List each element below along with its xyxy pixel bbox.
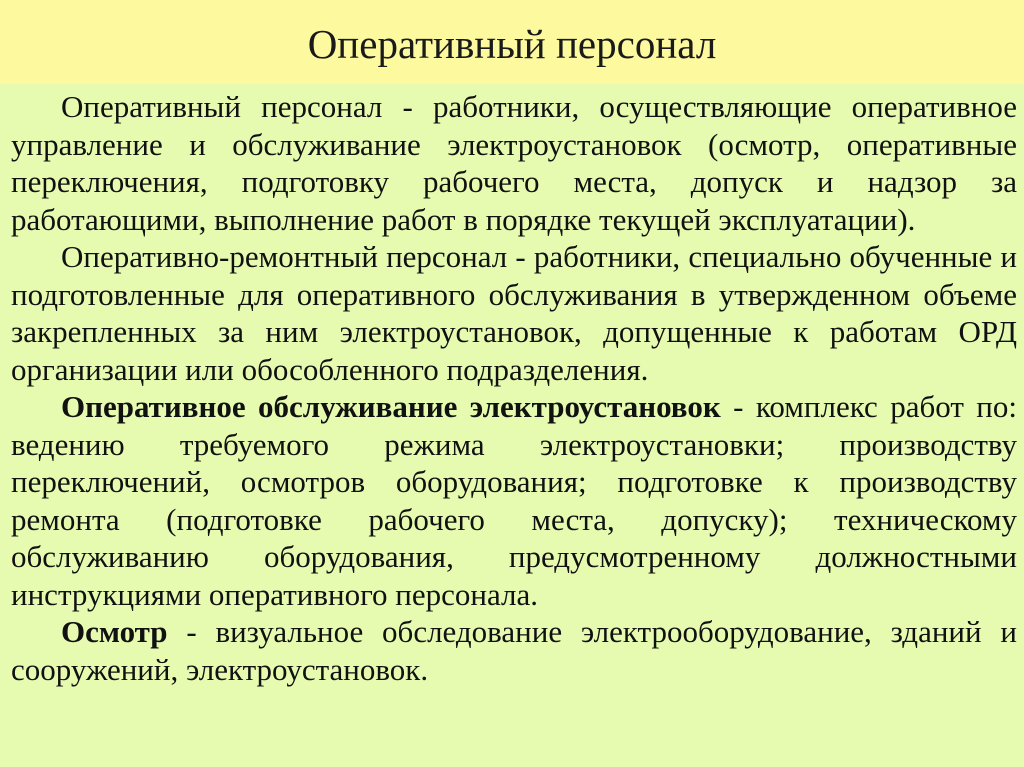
paragraph-text: - комплекс работ по: ведению требуемого режима электроустановки; производству переключений, осмотров оборудования; подготовке к производству ремонта (подготовке рабочего места, допуску); техническому обслуживанию оборудования, предусмотренному должностными инструкциями оперативного персонала. [11, 389, 1017, 612]
title-bar [0, 0, 1024, 84]
paragraph-text: - визуальное обследование электрооборудование, зданий и сооружений, электроустановок. [11, 614, 1017, 687]
paragraph-operational-repair-staff [11, 238, 1017, 388]
paragraph-operational-maintenance [11, 388, 1017, 613]
paragraph-inspection [11, 613, 1017, 688]
paragraph-term: Осмотр [61, 614, 168, 649]
paragraph-operational-staff [11, 88, 1017, 238]
slide-content [11, 88, 1017, 688]
slide-title: Оперативный персонал [307, 21, 717, 67]
paragraph-text: Оперативно-ремонтный персонал - работники, специально обученные и подготовленные для оперативного обслуживания в утвержденном объеме закрепленных за ним электроустановок, допущенные к работам ОРД организации или обособленного подразделения. [11, 239, 1017, 387]
paragraph-term: Оперативное обслуживание электроустановок [61, 389, 721, 424]
paragraph-text: Оперативный персонал - работники, осуществляющие оперативное управление и обслуживание электроустановок (осмотр, оперативные переключения, подготовку рабочего места, допуск и надзор за работающими, выполнение работ в порядке текущей эксплуатации). [11, 89, 1017, 237]
